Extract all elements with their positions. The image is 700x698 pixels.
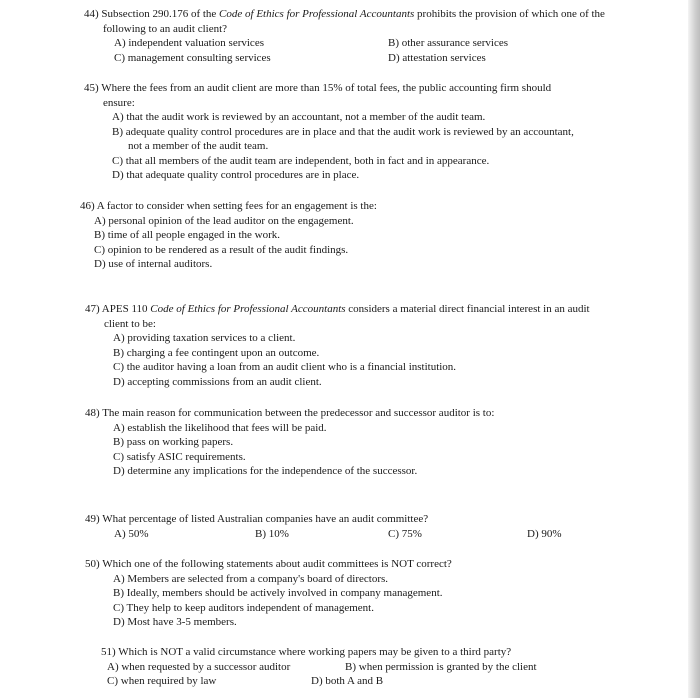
option-d[interactable]: D) 90% bbox=[527, 527, 562, 540]
option-d[interactable]: D) determine any implications for the independence of the successor. bbox=[113, 465, 418, 477]
question-44-stem-continued: following to an audit client? bbox=[103, 22, 228, 35]
question-49 bbox=[85, 512, 605, 541]
question-48 bbox=[85, 406, 645, 479]
question-47-stem-continued: client to be: bbox=[104, 317, 156, 330]
answer-row bbox=[101, 674, 601, 689]
option-b[interactable]: B) time of all people engaged in the work. bbox=[94, 229, 281, 241]
option-d[interactable]: D) that adequate quality control procedures are in place. bbox=[112, 169, 360, 181]
option-a[interactable]: A) Members are selected from a company's board of directors. bbox=[113, 572, 389, 585]
option-c[interactable]: C) opinion to be rendered as a result of the audit findings. bbox=[94, 243, 349, 256]
question-46-stem: 46) A factor to consider when setting fees for an engagement is the: bbox=[80, 200, 377, 212]
option-c[interactable]: C) the auditor having a loan from an audit client who is a financial institution. bbox=[113, 361, 457, 373]
option-b[interactable]: B) Ideally, members should be actively involved in company management. bbox=[113, 587, 443, 599]
option-a[interactable]: A) providing taxation services to a client. bbox=[113, 332, 296, 344]
question-50-stem: 50) Which one of the following statements about audit committees is NOT correct? bbox=[85, 558, 452, 570]
option-a[interactable]: A) personal opinion of the lead auditor on the engagement. bbox=[94, 214, 354, 227]
publication-title: Code of Ethics for Professional Accountants bbox=[219, 8, 415, 20]
option-d[interactable]: D) Most have 3-5 members. bbox=[113, 616, 237, 628]
question-44-stem: 44) Subsection 290.176 of the Code of Ethics for Professional Accountants prohibits the provision of which one of the bbox=[84, 8, 605, 20]
question-51 bbox=[101, 645, 601, 689]
option-b[interactable]: B) charging a fee contingent upon an outcome. bbox=[113, 346, 320, 359]
option-a[interactable]: A) establish the likelihood that fees will be paid. bbox=[113, 421, 327, 434]
answer-row bbox=[101, 660, 601, 675]
publication-title: Code of Ethics for Professional Accountants bbox=[150, 303, 346, 315]
question-51-stem: 51) Which is NOT a valid circumstance where working papers may be given to a third party? bbox=[101, 646, 512, 658]
option-c[interactable]: C) management consulting services bbox=[114, 51, 271, 64]
page-edge-shadow bbox=[688, 0, 700, 698]
question-47 bbox=[85, 302, 645, 389]
option-c[interactable]: C) satisfy ASIC requirements. bbox=[113, 450, 246, 463]
option-d[interactable]: D) attestation services bbox=[388, 51, 486, 64]
question-44 bbox=[84, 7, 644, 65]
option-a[interactable]: A) 50% bbox=[114, 527, 149, 540]
question-50 bbox=[85, 557, 645, 630]
question-49-stem: 49) What percentage of listed Australian companies have an audit committee? bbox=[85, 513, 429, 525]
question-46 bbox=[80, 199, 640, 272]
question-48-stem: 48) The main reason for communication between the predecessor and successor auditor is to: bbox=[85, 407, 495, 419]
option-b[interactable]: B) other assurance services bbox=[388, 37, 509, 49]
question-45-stem-continued: ensure: bbox=[103, 96, 135, 109]
option-d[interactable]: D) use of internal auditors. bbox=[94, 258, 213, 270]
question-45 bbox=[84, 81, 664, 183]
option-b-continued[interactable]: not a member of the audit team. bbox=[128, 140, 269, 152]
option-a[interactable]: A) that the audit work is reviewed by an accountant, not a member of the audit team. bbox=[112, 111, 486, 123]
option-b[interactable]: B) 10% bbox=[255, 527, 289, 540]
option-c[interactable]: C) They help to keep auditors independent of management. bbox=[113, 601, 374, 614]
option-c[interactable]: C) that all members of the audit team are independent, both in fact and in appearance. bbox=[112, 154, 490, 167]
option-c[interactable]: C) when required by law bbox=[107, 675, 217, 687]
option-b[interactable]: B) pass on working papers. bbox=[113, 436, 234, 448]
option-c[interactable]: C) 75% bbox=[388, 527, 422, 540]
option-d[interactable]: D) accepting commissions from an audit client. bbox=[113, 375, 322, 388]
option-b[interactable]: B) when permission is granted by the client bbox=[345, 660, 537, 673]
question-45-stem: 45) Where the fees from an audit client are more than 15% of total fees, the public accounting firm should bbox=[84, 82, 552, 94]
question-47-stem: 47) APES 110 Code of Ethics for Professional Accountants considers a material direct financial interest in an audit bbox=[85, 303, 590, 315]
option-a[interactable]: A) independent valuation services bbox=[114, 37, 264, 49]
option-b[interactable]: B) adequate quality control procedures are in place and that the audit work is reviewed by an accountant, bbox=[112, 125, 574, 138]
answer-row bbox=[84, 51, 644, 66]
option-a[interactable]: A) when requested by a successor auditor bbox=[107, 660, 291, 673]
answer-row bbox=[85, 527, 605, 542]
answer-row bbox=[84, 36, 644, 51]
option-d[interactable]: D) both A and B bbox=[311, 675, 384, 687]
